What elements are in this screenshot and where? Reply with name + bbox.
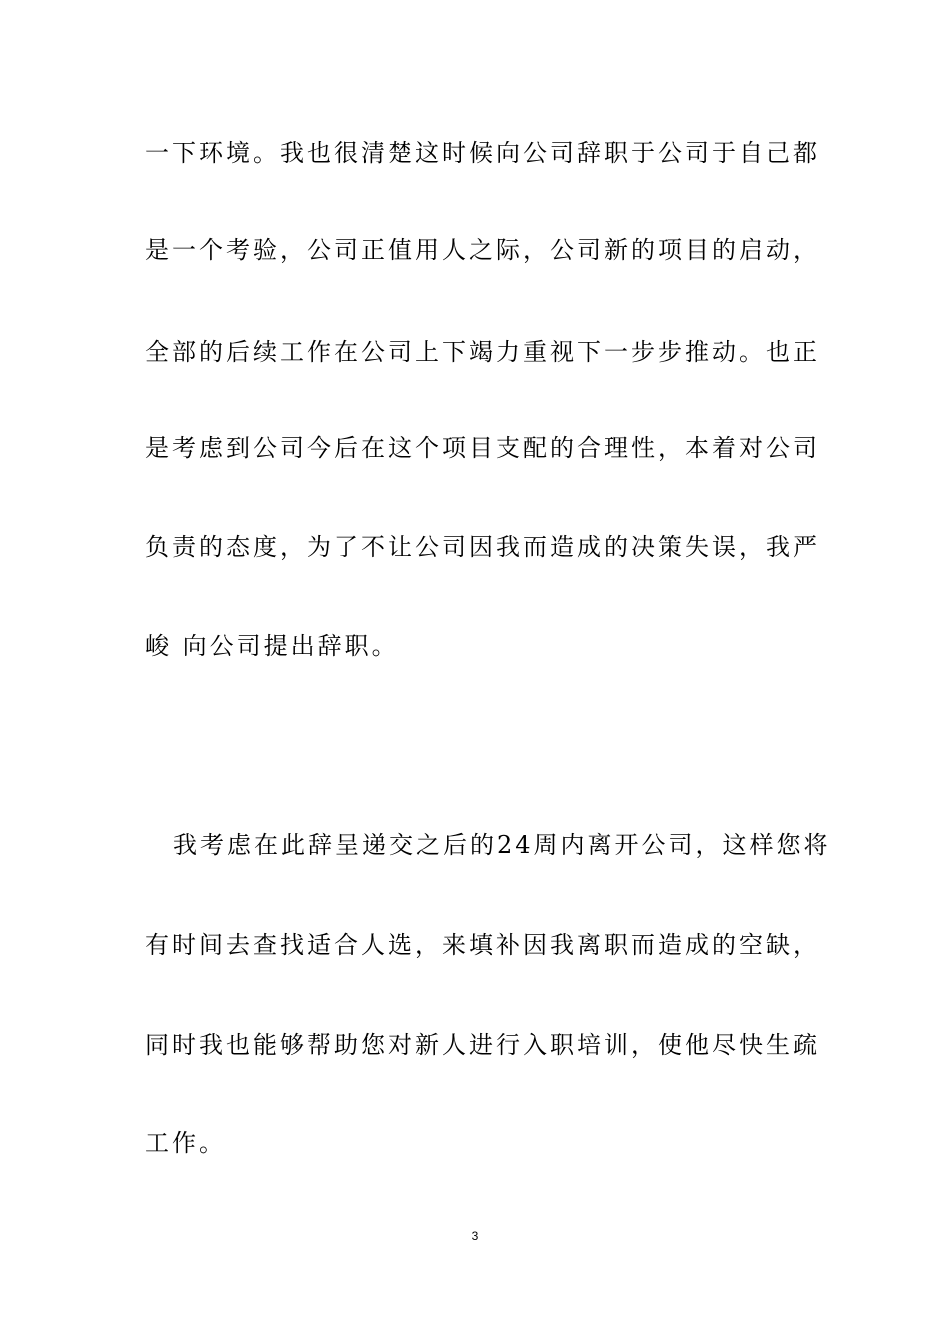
- paragraph-1-line-2: 是一个考验，公司正值用人之际，公司新的项目的启动，: [145, 236, 820, 264]
- paragraph-2-line-2: 有时间去查找适合人选，来填补因我离职而造成的空缺，: [145, 931, 820, 959]
- paragraph-1-line-1: 一下环境。我也很清楚这时候向公司辞职于公司于自己都: [145, 139, 820, 167]
- paragraph-1-line-3: 全部的后续工作在公司上下竭力重视下一步步推动。也正: [145, 338, 820, 366]
- page-number: 3: [471, 1229, 479, 1243]
- paragraph-2-line-3: 同时我也能够帮助您对新人进行入职培训，使他尽快生疏: [145, 1031, 820, 1059]
- paragraph-1-line-6: 峻 向公司提出辞职。: [145, 632, 399, 660]
- paragraph-2-line-1: 我考虑在此辞呈递交之后的24周内离开公司，这样您将: [173, 831, 831, 859]
- paragraph-1-line-5: 负责的态度，为了不让公司因我而造成的决策失误，我严: [145, 533, 820, 561]
- paragraph-1-line-4: 是考虑到公司今后在这个项目支配的合理性，本着对公司: [145, 434, 820, 462]
- paragraph-2-line-4: 工作。: [145, 1129, 226, 1157]
